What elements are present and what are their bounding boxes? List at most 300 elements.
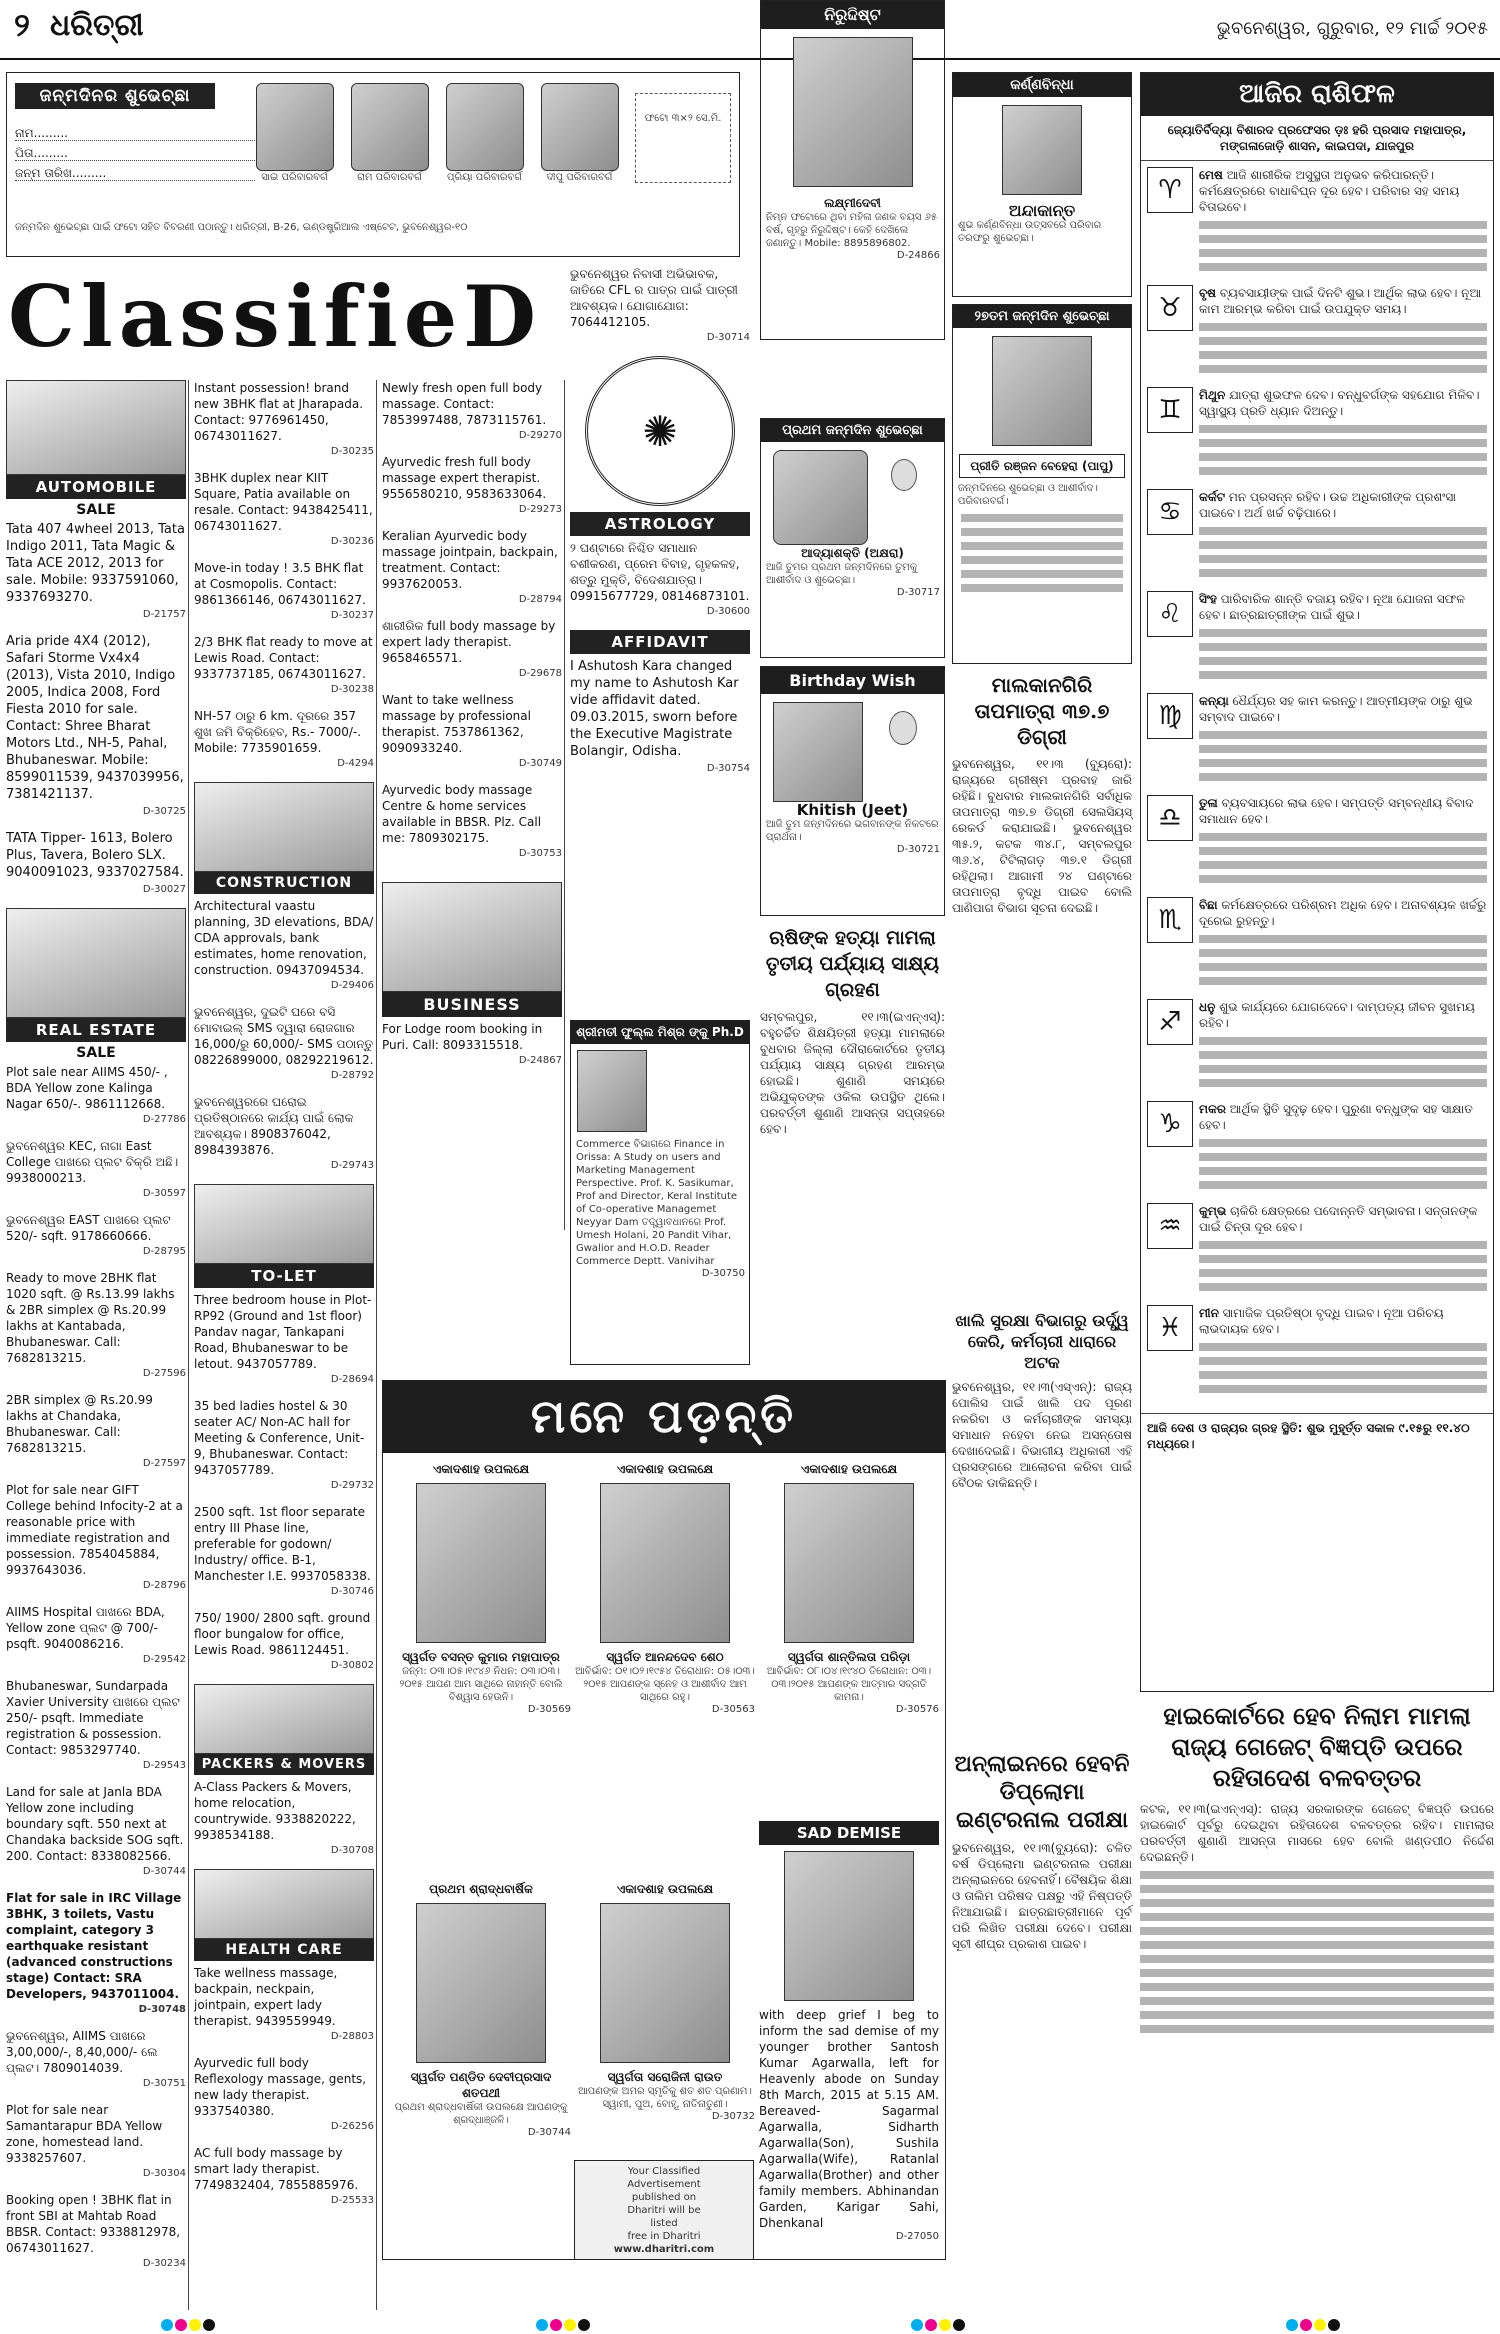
ad-text: Flat for sale in IRC Village 3BHK, 3 toilets, Vastu complaint, category 3 earthquake resistant (advanced constructions stage) Contact: SRA Developers, 9437011004.	[6, 1891, 182, 2001]
classified-col-2	[194, 380, 374, 2310]
ad-code: D-29543	[142, 1760, 186, 1771]
classified-col-1	[6, 380, 186, 2310]
remembrance-code: D-30569	[527, 1704, 571, 1715]
section-business: BUSINESS	[382, 992, 562, 1017]
ad-code: D-30237	[330, 610, 374, 621]
kid-photo	[446, 83, 524, 171]
ad-text: 750/ 1900/ 2800 sqft. ground floor bungalow for office, Lewis Road. 9861124451.	[194, 1611, 371, 1657]
zodiac-sign-name: କର୍କଟ	[1199, 490, 1226, 504]
remembrance-card	[575, 1461, 755, 1715]
classified-banner: ClassifieD	[8, 267, 543, 366]
ad-text: Architectural vaastu planning, 3D elevations, BDA/ CDA approvals, bank estimates, home renovation, construction. 09437094534.	[194, 899, 374, 977]
classified-ad	[194, 1610, 374, 1674]
sad-demise-code: D-27050	[895, 2231, 939, 2242]
astrology-wheel	[585, 356, 735, 506]
promo-line: Advertisement	[627, 2179, 701, 2190]
black-swatch	[1328, 2319, 1340, 2331]
zodiac-text: ଆର୍ଥିକ ସ୍ଥିତି ସୁଦୃଢ଼ ହେବ। ପୁରୁଣା ବନ୍ଧୁଙ୍କ ସହ ସାକ୍ଷାତ ହେବ।	[1199, 1102, 1473, 1132]
remembrance-text: ଆବିର୍ଭାବ: ୦୮।୦୪।୧୯୪୦ ତିରୋଧାନ: ୦୩।୦୩।୨୦୧୫ ଆପଣଙ୍କ ଆତ୍ମାର ସଦ୍ଗତି କାମନା।	[766, 1666, 932, 1703]
zodiac-sign-name: ବୃଷ	[1199, 286, 1217, 300]
masthead	[0, 0, 1500, 60]
zodiac-row	[1147, 795, 1487, 889]
ad-text: 2/3 BHK flat ready to move at Lewis Road. Contact: 9337737185, 06743011627.	[194, 635, 373, 681]
news-column-murder	[760, 925, 945, 1325]
remembrance-text: ଆବିର୍ଭାବ: ୦୧।୦୨।୧୯୫୪ ତିରୋଧାନ: ୦୫।୦୩।୨୦୧୫ ଆପଣଙ୍କ ସ୍ନେହ ଓ ଆଶୀର୍ବାଦ ଆମ ସାଥିରେ ରହୁ।	[575, 1666, 755, 1703]
section-automobile: AUTOMOBILE	[6, 475, 186, 499]
classified-ad	[6, 1604, 186, 1668]
house-image	[194, 1184, 374, 1264]
sad-demise-card	[759, 1821, 939, 2242]
remembrance-card	[575, 1881, 755, 2122]
zodiac-row	[1147, 693, 1487, 787]
ad-code: D-30802	[330, 1660, 374, 1671]
remembrance-name: ସ୍ୱର୍ଗତା ସରୋଜିନୀ ରାଉତ	[607, 2070, 723, 2084]
zodiac-sign-name: ତୁଳା	[1199, 796, 1218, 810]
ad-text: Want to take wellness massage by professional therapist. 7537861362, 9090933240.	[382, 693, 531, 755]
section-affidavit: AFFIDAVIT	[570, 630, 750, 654]
ad-code: D-30236	[330, 536, 374, 547]
ad-code: D-30600	[706, 606, 750, 617]
text-lines	[1199, 425, 1487, 475]
yellow-swatch	[564, 2319, 576, 2331]
missing-person-text: ନିମ୍ନ ଫଟୋରେ ଥିବା ମହିଳା ଜଣକ ବୟସ ୬୫ ବର୍ଷ, ଗୃହରୁ ନିରୁଦ୍ଦିଷ୍ଟ। କେହି ଦେଖିଲେ ଜଣାନ୍ତୁ। Mobile: 8895896802.	[766, 212, 938, 249]
ad-text: Three bedroom house in Plot- RP92 (Ground and 1st floor) Pandav nagar, Tankapani Road, Bhubaneswar to be letout. 9437057789.	[194, 1293, 372, 1371]
ad-text: Bhubaneswar, Sundarpada Xavier University ପାଖରେ ପ୍ଲଟ 250/- psqft. Immediate registration & possession. Contact: 9853297740.	[6, 1679, 180, 1757]
birthday-27-box	[952, 304, 1132, 664]
ad-code: D-28803	[330, 2031, 374, 2042]
kid-label: ପ୍ରିୟା ପରିବାରବର୍ଗ	[446, 172, 522, 183]
section-real-estate: REAL ESTATE	[6, 1018, 186, 1042]
cyan-swatch	[161, 2319, 173, 2331]
ad-text: Land for sale at Janla BDA Yellow zone including boundary sqft. 550 next at Chandaka backside SOG sqft. 200. Contact: 8338082566.	[6, 1785, 184, 1863]
classified-ad	[194, 1779, 374, 1859]
phd-text: Commerce ବିଭାଗରେ Finance in Orissa: A Study on users and Marketing Management Perspective. Prof. K. Sasikumar, Prof and Director, Keral Institute of Co-operative Managemet Neyyar Dam ତତ୍ତ୍ୱାବଧାନରେ Prof. Umesh Holani, 20 Pandit Vihar, Gwalior and H.O.D. Reader Commerce Deptt. Vanivihar	[576, 1139, 738, 1267]
news-headline-court: ହାଇକୋର୍ଟରେ ହେବ ନିଲାମ ମାମଲା ରାଜ୍ୟ ଗେଜେଟ୍ ବିଜ୍ଞପ୍ତି ଉପରେ ରହିତାଦେଶ ବଳବତ୍ତର	[1163, 1701, 1471, 1792]
classified-ad	[570, 540, 750, 620]
ad-text: ଭୁବନେଶ୍ୱର, ଦୁଇଟି ଘରେ ବସି ମୋବାଇଲ୍ SMS ଦ୍ୱାରା ରୋଜଗାର 16,000/ରୁ 60,000/- SMS ପଠାନ୍ତୁ 08226899000, 08292219612.	[194, 1005, 374, 1067]
remembrance-photo	[416, 1903, 546, 2063]
ad-text: ଭୁବନେଶ୍ୱରରେ ଘରୋଇ ପ୍ରତିଷ୍ଠାନରେ କାର୍ଯ୍ୟ ପାଇଁ ଲୋକ ଆବଶ୍ୟକ। 8908376042, 8984393876.	[194, 1095, 354, 1157]
car-image	[6, 380, 186, 475]
first-birthday-code: D-30717	[896, 587, 940, 598]
news-column-temperature	[952, 672, 1132, 1302]
remembrance-title: ମନେ ପଡ଼ନ୍ତି	[383, 1381, 945, 1453]
classified-ad	[194, 1094, 374, 1174]
ad-code: D-30754	[706, 763, 750, 774]
classified-ad	[194, 1965, 374, 2045]
remembrance-tag: ଏକାଦଶାହ ଉପଲକ୍ଷେ	[616, 1462, 714, 1476]
ad-code: D-30749	[518, 758, 562, 769]
news-headline-temperature: ମାଲକାନଗିରି ତାପମାତ୍ରା ୩୭.୭ ଡିଗ୍ରୀ	[974, 673, 1110, 749]
color-mark-group	[160, 2316, 216, 2334]
ad-text: I Ashutosh Kara changed my name to Ashutosh Kar vide affidavit dated. 09.03.2015, sworn before the Executive Magistrate Bolangir, Odisha.	[570, 659, 739, 759]
zodiac-row	[1147, 167, 1487, 277]
color-mark-group	[1285, 2316, 1341, 2334]
ad-text: ଭୁବନେଶ୍ୱର EAST ପାଖରେ ପ୍ଲଟ 520/- sqft. 9178660666.	[6, 1213, 171, 1243]
classified-ad	[6, 2102, 186, 2182]
classified-ad	[6, 1270, 186, 1382]
text-lines	[953, 514, 1131, 592]
classified-ad	[6, 2192, 186, 2272]
kid-photo-4	[532, 83, 627, 184]
remembrance-card	[391, 1881, 571, 2138]
section-to-let: TO-LET	[194, 1264, 374, 1288]
ad-code: D-21757	[142, 609, 186, 620]
form-field-father: ପିତା.........	[15, 145, 255, 161]
ad-text: Instant possession! brand new 3BHK flat at Jharapada. Contact: 9776961450, 06743011627.	[194, 381, 364, 443]
phd-photo	[577, 1050, 647, 1132]
sad-demise-text: with deep grief I beg to inform the sad demise of my younger brother Santosh Kumar Agarwalla, left for Heavenly abode on Sunday 8th March, 2015 at 5.15 AM. Bereaved- Sagarmal Agarwalla, Sidharth Agarwalla(Son), Sushila Agarwalla(Wife), Ratanlal Agarwalla(Brother) and other family members. Abhinandan Garden, Karigar Sahi, Dhenkanal	[759, 2008, 939, 2230]
classified-ad	[6, 1678, 186, 1774]
ad-code: D-30714	[706, 332, 750, 343]
ad-code: D-29743	[330, 1160, 374, 1171]
cyan-swatch	[911, 2319, 923, 2331]
ad-code: D-28694	[330, 1374, 374, 1385]
ad-text: ଭୁବନେଶ୍ୱର ନିବାସୀ ଅଭିଭାବକ, ଜାତିରେ CFL ର ପାତ୍ର ପାଇଁ ପାତ୍ରୀ ଆବଶ୍ୟକ। ଯୋଗାଯୋଗ: 7064412105.	[570, 267, 738, 329]
text-lines	[1199, 731, 1487, 781]
ad-code: D-27596	[142, 1368, 186, 1379]
ad-text: Ready to move 2BHK flat 1020 sqft. @ Rs.13.99 lakhs & 2BR simplex @ Rs.20.99 lakhs at Kantabada, Bhubaneswar. Call: 7682813215.	[6, 1271, 175, 1365]
classified-ad	[194, 1292, 374, 1388]
ad-code: D-30708	[330, 1845, 374, 1856]
balloon-icon	[891, 459, 917, 491]
ad-text: Ayurvedic fresh full body massage expert therapist. 9556580210, 9583633064.	[382, 455, 547, 501]
ad-code: D-30304	[142, 2168, 186, 2179]
horoscope-footer: ଆଜି ଦେଶ ଓ ରାଜ୍ୟର ଗ୍ରହ ସ୍ଥିତି: ଶୁଭ ମୁହୂର୍ତ୍ତ ସକାଳ ୯.୧୫ରୁ ୧୧.୪୦ ମଧ୍ୟରେ।	[1141, 1413, 1493, 1458]
classified-ad	[194, 560, 374, 624]
remembrance-photo	[600, 1483, 730, 1643]
yellow-swatch	[189, 2319, 201, 2331]
news-body-online: ଭୁବନେଶ୍ୱର, ୧୧।୩(ବ୍ୟୁରୋ): ଚଳିତ ବର୍ଷ ଡିପ୍ଲୋମା ଇଣ୍ଟରନାଲ ପରୀକ୍ଷା ଅନ୍ଲାଇନରେ ହେବନାହିଁ। ବୈଷୟିକ ଶିକ୍ଷା ଓ ତାଲିମ ପରିଷଦ ପକ୍ଷରୁ ଏହି ନିଷ୍ପତ୍ତି ନିଆଯାଇଛି। ଛାତ୍ରଛାତ୍ରୀମାନେ ପୂର୍ବ ପରି ଲିଖିତ ପରୀକ୍ଷା ଦେବେ। ପରୀକ୍ଷା ସୂଚୀ ଶୀଘ୍ର ପ୍ରକାଶ ପାଇବ।	[952, 1841, 1132, 1951]
first-birthday-photo	[773, 450, 868, 545]
zodiac-text: ଆଜି ଶାରୀରିକ ଅସୁସ୍ଥତା ଅନୁଭବ କରିପାରନ୍ତି। କର୍ମକ୍ଷେତ୍ରରେ ବାଧାବିଘ୍ନ ଦୂର ହେବ। ପରିବାର ସହ ସମୟ ବିତାଇବେ।	[1199, 168, 1460, 214]
form-field-dob: ଜନ୍ମ ତାରିଖ.........	[15, 165, 255, 181]
section-construction: CONSTRUCTION	[194, 872, 374, 894]
remembrance-name: ସ୍ୱର୍ଗତ ବସନ୍ତ କୁମାର ମହାପାତ୍ର	[402, 1650, 560, 1664]
ad-text: ଭୁବନେଶ୍ୱର KEC, ନାଗା East College ପାଖରେ ପ୍ଲଟ ବିକ୍ରି ଅଛି। 9938000213.	[6, 1139, 179, 1185]
section-health-care: HEALTH CARE	[194, 1939, 374, 1961]
phd-title: ଶ୍ରୀମତୀ ଫୁଲ୍ଲ ମିଶ୍ର ଙ୍କୁ Ph.D	[571, 1021, 749, 1044]
ad-code: D-30751	[142, 2078, 186, 2089]
classified-ad	[194, 1504, 374, 1600]
text-lines	[1199, 1037, 1487, 1087]
ad-text: Tata 407 4wheel 2013, Tata Indigo 2011, Tata Magic & Tata ACE 2012, 2013 for sale. Mobile: 9337591060, 9337693270.	[6, 522, 185, 605]
truck-image	[194, 1684, 374, 1754]
zodiac-sign-name: ମୀନ	[1199, 1306, 1219, 1320]
birthday-27-text: ଜନ୍ମଦିନରେ ଶୁଭେଚ୍ଛା ଓ ଆଶୀର୍ବାଦ। ପରିବାରବର୍ଗ।	[958, 483, 1098, 507]
ad-text: Ayurvedic full body Reflexology massage, gents, new lady therapist. 9337540380.	[194, 2056, 367, 2118]
ad-text: Plot sale near AIIMS 450/- , BDA Yellow zone Kalinga Nagar 650/-. 9861112668.	[6, 1065, 168, 1111]
remembrance-code: D-30732	[711, 2111, 755, 2122]
ad-code: D-29273	[518, 504, 562, 515]
classified-ad	[6, 1212, 186, 1260]
birthday-greetings-title: ଜନ୍ମଦିନର ଶୁଭେଚ୍ଛା	[15, 83, 215, 109]
karnabindha-title: କର୍ଣ୍ଣବିନ୍ଧା	[953, 73, 1131, 97]
text-lines	[1140, 1871, 1494, 2033]
birthday-wish-box	[760, 666, 945, 916]
ad-text: ଭୁବନେଶ୍ୱର, AIIMS ପାଖରେ 3,00,000/-, 8,40,000/- ଲେ ପ୍ଲଟ। 7809014039.	[6, 2029, 158, 2075]
pisces-icon: ♓	[1147, 1305, 1193, 1351]
ad-text: AC full body massage by smart lady therapist. 7749832404, 7855885976.	[194, 2146, 359, 2192]
remembrance-tag: ଏକାଦଶାହ ଉପଲକ୍ଷେ	[616, 1882, 714, 1896]
classified-ad	[6, 1890, 186, 2018]
text-lines	[1199, 1139, 1487, 1189]
text-lines	[1199, 1343, 1487, 1393]
karnabindha-photo	[1002, 105, 1082, 195]
classified-ad	[194, 708, 374, 772]
ad-text: Booking open ! 3BHK flat in front SBI at Mahtab Road BBSR. Contact: 9338812978, 06743011627.	[6, 2193, 181, 2255]
classified-ad	[382, 1021, 562, 1069]
classified-ad	[382, 528, 562, 608]
news-body-strike: ଭୁବନେଶ୍ୱର, ୧୧।୩(ଏସ୍ଏନ୍): ରାଜ୍ୟ ପୋଲିସ ପାଇଁ ଖାଲି ପଦ ପୂରଣ ନକରିବା ଓ କର୍ମଚାରୀଙ୍କ ସମସ୍ୟା ସମାଧାନ ନହେବା ନେଇ ଅସନ୍ତୋଷ ଦେଖାଦେଇଛି। ବିଭାଗୀୟ ଅଧିକାରୀ ଏହି ପ୍ରସଙ୍ଗରେ ଆଲୋଚନା କରିବା ପାଇଁ ବୈଠକ ଡାକିଛନ୍ତି।	[952, 1380, 1132, 1490]
ad-text: Newly fresh open full body massage. Contact: 7853997488, 7873115761.	[382, 381, 547, 427]
text-lines	[1199, 1241, 1487, 1291]
birthday-wish-photo	[773, 702, 863, 802]
cancer-icon: ♋	[1147, 489, 1193, 535]
ad-code: D-29542	[142, 1654, 186, 1665]
ad-text: Plot for sale near GIFT College behind Infocity-2 at a reasonable price with immediate registration and possession. 7854045884, 9937643036.	[6, 1483, 183, 1577]
section-packers-movers: PACKERS & MOVERS	[194, 1754, 374, 1775]
affidavit-notice	[570, 658, 750, 777]
color-mark-group	[910, 2316, 966, 2334]
birthday-wish-title: Birthday Wish	[761, 667, 944, 694]
ad-code: D-30238	[330, 684, 374, 695]
remembrance-card	[391, 1461, 571, 1715]
promo-line: Dharitri will be	[627, 2205, 701, 2216]
ad-code: D-30744	[142, 1866, 186, 1877]
column-rule	[564, 380, 565, 1230]
missing-code: D-24866	[896, 250, 940, 261]
birthday-footnote: ଜନ୍ମଦିନ ଶୁଭେଚ୍ଛା ପାଇଁ ଫଟୋ ସହିତ ବିବରଣୀ ପଠାନ୍ତୁ। ଧରିତ୍ରୀ, B-26, ଇଣ୍ଡଷ୍ଟ୍ରିଆଲ ଏଷ୍ଟେଟ, ଭୁବନେଶ୍ୱର-୧୦	[15, 222, 468, 233]
zodiac-text: ଯାତ୍ରା ଶୁଭଫଳ ଦେବ। ବନ୍ଧୁବର୍ଗଙ୍କ ସହଯୋଗ ମିଳିବ। ସ୍ୱାସ୍ଥ୍ୟ ପ୍ରତି ଧ୍ୟାନ ଦିଅନ୍ତୁ।	[1199, 388, 1480, 418]
classified-ad	[194, 1398, 374, 1494]
kid-photo-1	[247, 83, 342, 184]
ad-code: D-29406	[330, 980, 374, 991]
form-field-name: ନାମ.........	[15, 125, 255, 141]
ad-code: D-29732	[330, 1480, 374, 1491]
zodiac-row	[1147, 897, 1487, 991]
magenta-swatch	[175, 2319, 187, 2331]
real-estate-image	[6, 908, 186, 1018]
color-mark-group	[535, 2316, 591, 2334]
remembrance-card	[759, 1461, 939, 1715]
zodiac-row	[1147, 1101, 1487, 1195]
ad-text: AIIMS Hospital ପାଖରେ BDA, Yellow zone ପ୍ଲଟ @ 700/- psqft. 9040086216.	[6, 1605, 165, 1651]
aquarius-icon: ♒	[1147, 1203, 1193, 1249]
ad-text: Move-in today ! 3.5 BHK flat at Cosmopolis. Contact: 9861366146, 06743011627.	[194, 561, 366, 607]
zodiac-text: ଶୁଭ କାର୍ଯ୍ୟରେ ଯୋଗଦେବେ। ଦାମ୍ପତ୍ୟ ଜୀବନ ସୁଖମୟ ରହିବ।	[1199, 1000, 1475, 1030]
first-birthday-title: ପ୍ରଥମ ଜନ୍ମଦିନ ଶୁଭେଚ୍ଛା	[761, 419, 944, 442]
zodiac-row	[1147, 1305, 1487, 1399]
ad-text: ଶାରୀରିକ full body massage by expert lady therapist. 9658465571.	[382, 619, 556, 665]
ad-text: 35 bed ladies hostel & 30 seater AC/ Non-AC hall for Meeting & Conference, Unit-9, Bhubaneswar. Contact: 9437057789.	[194, 1399, 365, 1477]
phd-box	[570, 1020, 750, 1365]
ad-text: A-Class Packers & Movers, home relocation, countrywide. 9338820222, 9938534188.	[194, 1780, 356, 1842]
zodiac-row	[1147, 1203, 1487, 1297]
balloon-icon	[889, 711, 917, 745]
zodiac-text: ବ୍ୟବସାୟୀଙ୍କ ପାଇଁ ଦିନଟି ଶୁଭ। ଆର୍ଥିକ ଲାଭ ହେବ। ନୂଆ କାମ ଆରମ୍ଭ କରିବା ପାଇଁ ଉପଯୁକ୍ତ ସମୟ।	[1199, 286, 1482, 316]
ad-text: Keralian Ayurvedic body massage jointpain, backpain, treatment. Contact: 9937620053.	[382, 529, 558, 591]
ad-code: D-28794	[518, 594, 562, 605]
horoscope-author: ଜ୍ୟୋତିର୍ବିଦ୍ୟା ବିଶାରଦ ପ୍ରଫେସର ଡ଼ଃ ହରି ପ୍ରସାଦ ମହାପାତ୍ର, ମଙ୍ଗଳାଜୋଡ଼ି ଶାସନ, କାଇପଦା, ଯାଜପୁର	[1141, 116, 1493, 161]
classified-ad	[6, 2028, 186, 2092]
remembrance-tag: ଏକାଦଶାହ ଉପଲକ୍ଷେ	[432, 1462, 530, 1476]
remembrance-code: D-30576	[895, 1704, 939, 1715]
text-lines	[1199, 833, 1487, 883]
promo-line: Your Classified	[627, 2166, 701, 2177]
zodiac-sign-name: ମିଥୁନ	[1199, 388, 1226, 402]
promo-line: published on	[631, 2192, 697, 2203]
ad-code: D-4294	[337, 758, 374, 769]
phd-code: D-30750	[701, 1268, 745, 1279]
ad-code: D-30235	[330, 446, 374, 457]
birthday-27-title: ୨୭ତମ ଜନ୍ମଦିନ ଶୁଭେଚ୍ଛା	[953, 305, 1131, 328]
zodiac-wheel-icon: ✺	[642, 406, 678, 456]
zodiac-text: ପାରିବାରିକ ଶାନ୍ତି ବଜାୟ ରହିବ। ନୂଆ ଯୋଜନା ସଫଳ ହେବ। ଛାତ୍ରଛାତ୍ରୀଙ୍କ ପାଇଁ ଶୁଭ।	[1199, 592, 1465, 622]
missing-person-name: ଲକ୍ଷ୍ମୀଦେବୀ	[824, 196, 881, 210]
black-swatch	[203, 2319, 215, 2331]
promo-line: free in Dharitri	[627, 2231, 701, 2242]
zodiac-sign-name: ମେଷ	[1199, 168, 1223, 182]
remembrance-code: D-30563	[711, 1704, 755, 1715]
news-body-temperature: ଭୁବନେଶ୍ୱର, ୧୧।୩ (ବ୍ୟୁରୋ): ରାଜ୍ୟରେ ଗ୍ରୀଷ୍ମ ପ୍ରବାହ ଜାରି ରହିଛି। ବୁଧବାର ମାଲକାନଗିରି ସର୍ବାଧିକ ତାପମାତ୍ରା ୩୭.୭ ଡିଗ୍ରୀ ସେଲସିୟସ୍ ରେକର୍ଡ କରାଯାଇଛି। ଭୁବନେଶ୍ୱର ୩୫.୨, କଟକ ୩୪.୮, ସମ୍ବଲପୁର ୩୬.୪, ଟିଟିଲାଗଡ଼ ୩୭.୧ ଡିଗ୍ରୀ ରହିଥିଲା। ଆଗାମୀ ୨୪ ଘଣ୍ଟାରେ ତାପମାତ୍ରା ବୃଦ୍ଧି ପାଇବ ବୋଲି ପାଣିପାଗ ବିଭାଗ ସୂଚନା ଦେଇଛି।	[952, 757, 1132, 915]
ad-code: D-27597	[142, 1458, 186, 1469]
remembrance-text: ଜନ୍ମ: ୦୩।୦୫।୧୯୪୬ ନିଧନ: ୦୩।୦୩।୨୦୧୫ ଆପଣ ଆମ ସାଥିରେ ନାହାନ୍ତି ବୋଲି ବିଶ୍ୱାସ ହେଉନି।	[399, 1666, 563, 1703]
classified-ad	[570, 266, 750, 346]
ad-text: Aria pride 4X4 (2012), Safari Storme Vx4x4 (2013), Vista 2010, Indigo 2005, Indica 2008, Ford Fiesta 2010 for sale. Contact: Shree Bharat Motors Ltd., NH-5, Pahal, Bhubaneswar. Mobile: 8599011539, 9437039956, 7381421137.	[6, 634, 184, 802]
birthday-wish-name: Khitish (Jeet)	[796, 801, 909, 819]
birthday-wish-code: D-30721	[896, 844, 940, 855]
ad-text: 2BR simplex @ Rs.20.99 lakhs at Chandaka, Bhubaneswar. Call: 7682813215.	[6, 1393, 153, 1455]
dateline: ଭୁବନେଶ୍ୱର, ଗୁରୁବାର, ୧୨ ମାର୍ଚ୍ଚ ୨୦୧୫	[1216, 18, 1488, 39]
classified-ad	[6, 1138, 186, 1202]
zodiac-text: ସାମାଜିକ ପ୍ରତିଷ୍ଠା ବୃଦ୍ଧି ପାଇବ। ନୂଆ ପରିଚୟ ଲାଭଦାୟକ ହେବ।	[1199, 1306, 1444, 1336]
remembrance-name: ସ୍ୱର୍ଗତ ପଣ୍ଡିତ ଦେବୀପ୍ରସାଦ ଶତପଥୀ	[410, 2070, 552, 2100]
cyan-swatch	[1286, 2319, 1298, 2331]
zodiac-sign-name: କୁମ୍ଭ	[1199, 1204, 1227, 1218]
zodiac-sign-name: ମକର	[1199, 1102, 1226, 1116]
classified-ad	[194, 1004, 374, 1084]
birthday-27-name: ପ୍ରୀତି ରଞ୍ଜନ ବେହେରା (ପାପୁ)	[959, 454, 1125, 478]
black-swatch	[953, 2319, 965, 2331]
birthday-greetings-box	[6, 72, 740, 257]
promo-url[interactable]: www.dharitri.com	[613, 2244, 715, 2255]
construction-image	[194, 782, 374, 872]
scorpio-icon: ♏	[1147, 897, 1193, 943]
birthday-27-photo	[992, 336, 1092, 446]
sagittarius-icon: ♐	[1147, 999, 1193, 1045]
classified-ad	[6, 1784, 186, 1880]
remembrance-photo	[416, 1483, 546, 1643]
ad-code: D-30597	[142, 1188, 186, 1199]
magenta-swatch	[550, 2319, 562, 2331]
gemini-icon: ♊	[1147, 387, 1193, 433]
text-lines	[1199, 221, 1487, 271]
ad-text: For Lodge room booking in Puri. Call: 8093315518.	[382, 1022, 543, 1052]
zodiac-sign-name: କନ୍ୟା	[1199, 694, 1229, 708]
zodiac-text: କର୍ମକ୍ଷେତ୍ରରେ ପରିଶ୍ରମ ଅଧିକ ହେବ। ଅନାବଶ୍ୟକ ଖର୍ଚ୍ଚରୁ ଦୂରେଇ ରୁହନ୍ତୁ।	[1199, 898, 1487, 928]
ad-text: 2500 sqft. 1st floor separate entry III Phase line, preferable for godown/ Industry/ office. B-1, Manchester I.E. 9937058338.	[194, 1505, 371, 1583]
zodiac-sign-name: ବିଛା	[1199, 898, 1218, 912]
remembrance-box	[382, 1380, 946, 2260]
classified-ad	[194, 2055, 374, 2135]
yellow-swatch	[939, 2319, 951, 2331]
remembrance-text: ପ୍ରଥମ ଶ୍ରାଦ୍ଧବାର୍ଷିକୀ ଉପଲକ୍ଷେ ଆପଣଙ୍କୁ ଶ୍ରଦ୍ଧାଞ୍ଜଳି।	[394, 2102, 568, 2126]
horoscope-list	[1141, 161, 1493, 1413]
column-rule	[376, 380, 377, 2310]
ad-text: ୨ ଘଣ୍ଟାରେ ନିଶ୍ଚିତ ସମାଧାନ ବଶୀକରଣ, ପ୍ରେମ ବିବାହ, ଗୃହକଳହ, ଶତ୍ରୁ ମୁକ୍ତି, ବିଦେଶଯାତ୍ରା। 09915677729, 08146873101.	[570, 541, 750, 603]
ad-text: 3BHK duplex near KIIT Square, Patia available on resale. Contact: 9438425411, 06743011627.	[194, 471, 373, 533]
horoscope-title: ଆଜିର ରାଶିଫଳ	[1141, 73, 1493, 116]
classified-ad	[6, 521, 186, 623]
ad-code: D-30753	[518, 848, 562, 859]
ad-text: Take wellness massage, backpain, neckpain, jointpain, expert lady therapist. 9439559949.	[194, 1966, 338, 2028]
ad-text: NH-57 ଠାରୁ 6 km. ଦୂରରେ 357 ଶୁଖ ଜମି ବିକ୍ରିହେବ, Rs.- 7000/-. Mobile: 7735901659.	[194, 709, 362, 755]
photo-size-note: ଫଟୋ ୩×୨ ସେ.ମି.	[635, 93, 731, 183]
karnabindha-name: ଅନ୍ଦାକାନ୍ତ	[1008, 201, 1076, 220]
news-column-court	[1140, 1700, 1494, 2310]
kid-label: ଦୀପୁ ପରିବାରବର୍ଗ	[546, 172, 613, 183]
ad-code: D-30748	[138, 2004, 186, 2015]
text-lines	[1199, 935, 1487, 985]
ad-text: Plot for sale near Samantarapur BDA Yellow zone, homestead land. 9338257607.	[6, 2103, 163, 2165]
ad-code: D-28795	[142, 1246, 186, 1257]
kid-photo	[351, 83, 429, 171]
cyan-swatch	[536, 2319, 548, 2331]
zodiac-text: ଧୈର୍ଯ୍ୟର ସହ କାମ କରନ୍ତୁ। ଆତ୍ମୀୟଙ୍କ ଠାରୁ ଶୁଭ ସମ୍ବାଦ ପାଇବେ।	[1199, 694, 1473, 724]
zodiac-row	[1147, 387, 1487, 481]
kid-photo-3	[437, 83, 532, 184]
text-lines	[1199, 527, 1487, 577]
remembrance-photo	[784, 1483, 914, 1643]
health-image	[194, 1869, 374, 1939]
classified-ad	[194, 470, 374, 550]
first-birthday-name: ଆଦ୍ୟାଶକ୍ତି (ଅକ୍ଷରା)	[801, 546, 904, 560]
zodiac-text: ଚାକିରି କ୍ଷେତ୍ରରେ ପଦୋନ୍ନତି ସମ୍ଭାବନା। ସନ୍ତାନଙ୍କ ପାଇଁ ଚିନ୍ତା ଦୂର ହେବ।	[1199, 1204, 1478, 1234]
ad-code: D-24867	[518, 1055, 562, 1066]
ad-code: D-29678	[518, 668, 562, 679]
leo-icon: ♌	[1147, 591, 1193, 637]
horoscope-box	[1140, 72, 1494, 1692]
print-color-marks	[0, 2316, 1500, 2334]
kid-photo-2	[342, 83, 437, 184]
classified-ad	[382, 380, 562, 444]
remembrance-code: D-30744	[527, 2127, 571, 2138]
zodiac-text: ବ୍ୟବସାୟରେ ଲାଭ ହେବ। ସମ୍ପତ୍ତି ସମ୍ବନ୍ଧୀୟ ବିବାଦ ସମାଧାନ ହେବ।	[1199, 796, 1474, 826]
zodiac-sign-name: ଧନୁ	[1199, 1000, 1216, 1014]
classified-ad	[382, 454, 562, 518]
classified-ad	[382, 782, 562, 862]
magenta-swatch	[1300, 2319, 1312, 2331]
remembrance-photo	[600, 1903, 730, 2063]
magenta-swatch	[925, 2319, 937, 2331]
ad-code: D-30234	[142, 2258, 186, 2269]
section-sale: SALE	[76, 502, 116, 518]
capricorn-icon: ♑	[1147, 1101, 1193, 1147]
ad-text: Ayurvedic body massage Centre & home services available in BBSR. Plz. Call me: 7809302175.	[382, 783, 542, 845]
ad-code: D-30725	[142, 806, 186, 817]
section-astrology: ASTROLOGY	[570, 512, 750, 536]
kid-photo	[256, 83, 334, 171]
ad-code: D-30746	[330, 1586, 374, 1597]
page-number: ୨	[14, 6, 30, 44]
ad-code: D-28792	[330, 1070, 374, 1081]
zodiac-sign-name: ସିଂହ	[1199, 592, 1217, 606]
yellow-swatch	[1314, 2319, 1326, 2331]
remembrance-tag: ପ୍ରଥମ ଶ୍ରାଦ୍ଧବାର୍ଷିକ	[429, 1882, 533, 1896]
column-rule	[188, 380, 189, 2310]
classified-ad	[6, 633, 186, 820]
